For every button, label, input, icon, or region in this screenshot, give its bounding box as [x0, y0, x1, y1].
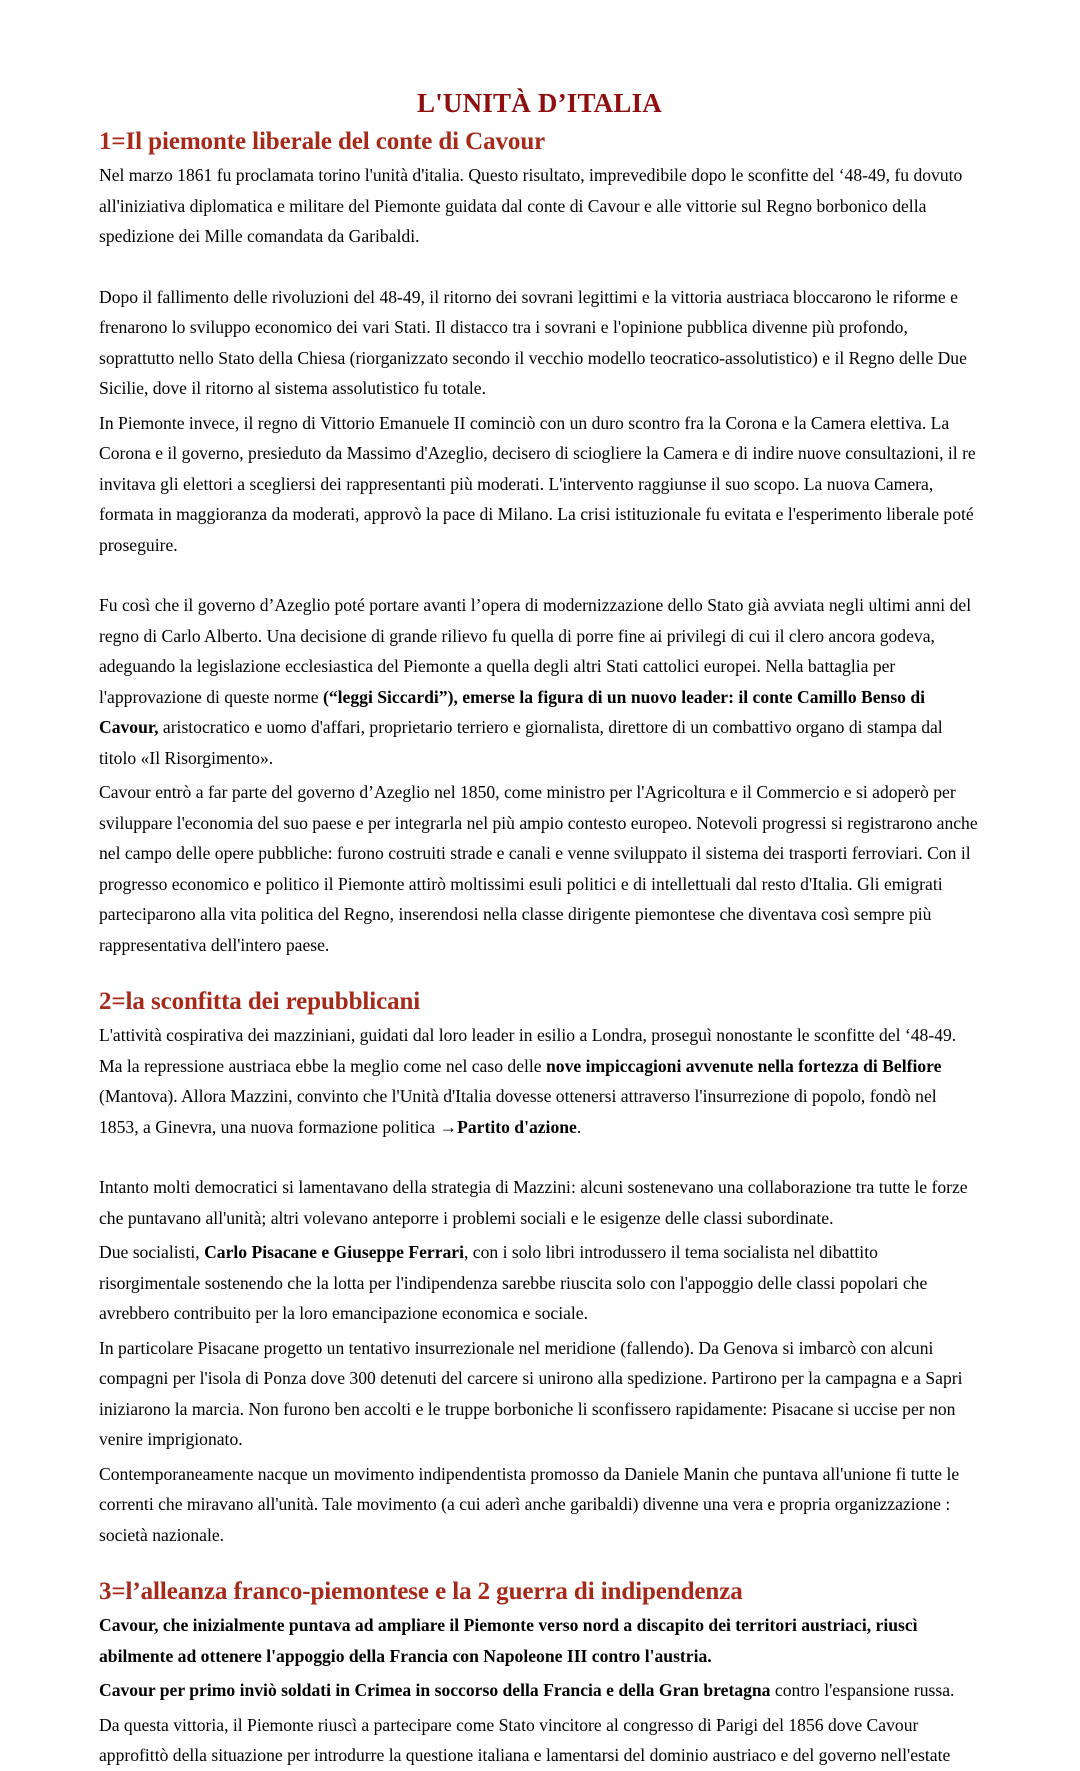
body-run: Dopo il fallimento delle rivoluzioni del 48-49, il ritorno dei sovrani legittimi e la vittoria austriaca bloccarono le riforme e frenarono lo sviluppo economico dei vari Stati. Il distacco tra i sovrani e l'opinione pubblica divenne più profondo, soprattutto nello Stato della Chiesa (riorganizzato secondo il vecchio modello teocratico-assolutistico) e il Regno delle Due Sicilie, dove il ritorno al sistema assolutistico fu totale. — [99, 286, 967, 398]
paragraph — [99, 282, 980, 404]
body-run: Da questa vittoria, il Piemonte riuscì a partecipare come Stato vincitore al congresso di Parigi del 1856 dove Cavour approfittò della situazione per introdurre la questione italiana e lamentarsi del dominio austriaco e del governo nell'estate — [99, 1714, 951, 1765]
emphasis-text: Carlo Pisacane e Giuseppe Ferrari — [204, 1242, 464, 1262]
body-run: In particolare Pisacane progetto un tentativo insurrezionale nel meridione (fallendo). Da Genova si imbarcò con alcuni compagni per l'isola di Ponza dove 300 detenuti del carcere si unirono alla spedizione. Partirono per la campagna e a Sapri iniziarono la marcia. Non furono ben accolti e le truppe borboniche li sconfissero rapidamente: Pisacane si uccise per non venire imprigionato. — [99, 1337, 963, 1449]
paragraph-spacer — [99, 1142, 980, 1172]
paragraph — [99, 160, 980, 252]
paragraph — [99, 408, 980, 561]
emphasis-text: (“leggi Siccardi”), emerse la figura di un nuovo leader: il conte Camillo Benso di Cavour, — [99, 686, 926, 737]
body-run: Due socialisti, — [99, 1242, 205, 1262]
body-run: contro l'espansione russa. — [770, 1680, 955, 1700]
emphasis-text: Partito d'azione — [457, 1116, 577, 1137]
body-run: , con i solo libri introdussero il tema socialista nel dibattito risorgimentale sostenendo che la lotta per l'indipendenza sarebbe riuscita solo con l'appoggio delle classi popolari che avrebbero contribuito per la loro emancipazione economica e sociale. — [99, 1242, 928, 1323]
body-run: Contemporaneamente nacque un movimento indipendentista promosso da Daniele Manin che puntava all'unione fi tutte le correnti che miravano all'unità. Tale movimento (a cui aderì anche garibaldi) divenne una vera e propria organizzazione : società nazionale. — [99, 1463, 960, 1545]
body-run: In Piemonte invece, il regno di Vittorio Emanuele II cominciò con un duro scontro fra la Corona e la Camera elettiva. La Corona e il governo, presieduto da Massimo d'Azeglio, decisero di sciogliere la Camera e di indire nuove consultazioni, il re invitava gli elettori a scegliersi dei rappresentanti più moderati. L'intervento raggiunse il suo scopo. La nuova Camera, formata in maggioranza da moderati, approvò la pace di Milano. La crisi istituzionale fu evitata e l'esperimento liberale poté proseguire. — [99, 412, 976, 555]
body-run: Intanto molti democratici si lamentavano della strategia di Mazzini: alcuni sostenevano una collaborazione tra tutte le forze che puntavano all'unità; altri volevano anteporre i problemi sociali e le esigenze delle classi subordinate. — [99, 1177, 968, 1228]
paragraph-spacer — [99, 252, 980, 282]
body-run: L'attività cospirativa dei mazziniani, guidati dal loro leader in esilio a Londra, proseguì nonostante le sconfitte del ‘48-49. Ma la repressione austriaca ebbe la meglio come nel caso delle — [99, 1025, 957, 1076]
section-heading-3: 3=l’alleanza franco-piemontese e la 2 guerra di indipendenza — [99, 1578, 743, 1605]
emphasis-text: nove impiccagioni avvenute nella fortezza di Belfiore — [545, 1055, 942, 1076]
paragraph — [99, 590, 980, 773]
paragraph — [99, 1237, 980, 1329]
emphasis-text: Cavour per primo inviò soldati in Crimea in soccorso della Francia e della Gran bretagna — [99, 1680, 771, 1700]
paragraph — [99, 1172, 980, 1233]
paragraph — [99, 1710, 980, 1771]
paragraph — [99, 1610, 980, 1671]
body-run: (Mantova). Allora Mazzini, convinto che l'Unità d'Italia dovesse ottenersi attraverso l'insurrezione di popolo, fondò nel 1853, a Ginevra, una nuova formazione politica → — [99, 1086, 937, 1137]
section-heading-1: 1=Il piemonte liberale del conte di Cavour — [99, 128, 546, 155]
body-run: . — [576, 1116, 582, 1137]
paragraph — [99, 1675, 980, 1706]
body-run: Fu così che il governo d’Azeglio poté portare avanti l’opera di modernizzazione dello Stato già avviata negli ultimi anni del regno di Carlo Alberto. Una decisione di grande rilievo fu quella di porre fine ai privilegi di cui il clero ancora godeva, adeguando la legislazione ecclesiastica del Piemonte a quella degli altri Stati cattolici europei. Nella battaglia per l'approvazione di queste norme — [99, 595, 972, 707]
paragraph — [99, 777, 980, 960]
page-title: L'UNITÀ D’ITALIA — [417, 88, 662, 118]
body-run: Nel marzo 1861 fu proclamata torino l'unità d'italia. Questo risultato, imprevedibile dopo le sconfitte del ‘48-49, fu dovuto all'iniziativa diplomatica e militare del Piemonte guidata dal conte di Cavour e alle vittorie sul Regno borbonico della spedizione dei Mille comandata da Garibaldi. — [99, 165, 963, 246]
body-run: aristocratico e uomo d'affari, proprietario terriero e giornalista, direttore di un combattivo organo di stampa dal titolo «Il Risorgimento». — [99, 717, 943, 768]
document-body — [99, 126, 980, 1771]
emphasis-text: Cavour, che inizialmente puntava ad ampliare il Piemonte verso nord a discapito dei territori austriaci, riuscì abilmente ad ottenere l'appoggio della Francia con Napoleone III contro l'austria. — [99, 1615, 918, 1666]
section-heading-2: 2=la sconfitta dei repubblicani — [99, 988, 421, 1015]
paragraph-spacer — [99, 560, 980, 590]
paragraph — [99, 1459, 980, 1551]
body-run: Cavour entrò a far parte del governo d’Azeglio nel 1850, come ministro per l'Agricoltura e il Commercio e si adoperò per sviluppare l'economia del suo paese e per integrarla nel più ampio contesto europeo. Notevoli progressi si registrarono anche nel campo delle opere pubbliche: furono costruiti strade e canali e venne sviluppato il sistema dei trasporti ferroviari. Con il progresso economico e politico il Piemonte attirò moltissimi esuli politici e di intellettuali dal resto d'Italia. Gli emigrati parteciparono alla vita politica del Regno, inserendosi nella classe dirigente piemontese che diventava così sempre più rappresentativa dell'intero paese. — [99, 782, 978, 955]
paragraph — [99, 1333, 980, 1455]
paragraph — [99, 1020, 980, 1142]
